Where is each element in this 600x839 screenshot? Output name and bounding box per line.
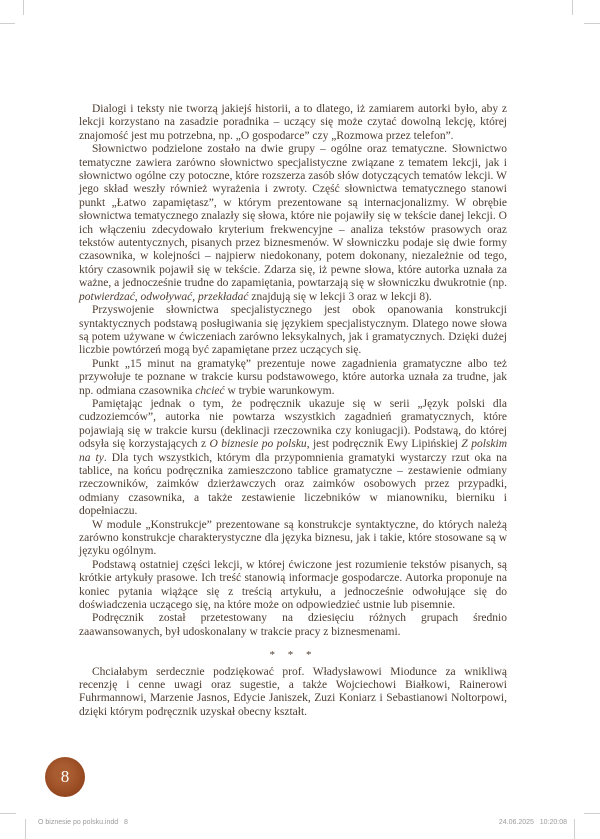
section-separator: * * * [269,649,317,662]
text-block [79,103,507,719]
crop-mark-bottom-right-vertical [574,819,575,839]
page-number-badge [45,757,85,797]
crop-mark-bottom-left-horizontal [0,813,16,814]
crop-mark-top-left-vertical [23,0,24,15]
crop-mark-bottom-left-vertical [25,819,26,839]
paragraph-7: Podstawą ostatniej części lekcji, w której ćwiczone jest rozumienie tekstów pisanych, są krótkie artykuły prasowe. Ich treść stanowią informacje gospodarcze. Autorka proponuje na koniec pytania wiążące się z treścią artykułu, a jednocześnie odwołujące się do doświadczenia uczącego się, na które może on odpowiedzieć ustnie lub pisemnie. [79,558,507,612]
paragraph-5: Pamiętając jednak o tym, że podręcznik ukazuje się w serii „Język polski dla cudzoziemców”, autorka nie powtarza wszystkich zagadnień gramatycznych, które pojawiają się w trakcie kursu (deklinacji rzeczownika czy koniugacji). Podstawą, do której odsyła się korzystających z O biznesie po polsku, jest podręcznik Ewy Lipińskiej Z polskim na ty. Dla tych wszystkich, którym dla przypomnienia gramatyki wystarczy rzut oka na tablice, na końcu podręcznika zamieszczono tablice gramatyczne – zestawienie odmiany rzeczowników, zaimków dzierżawczych oraz zaimków osobowych przez przypadki, odmiany czasownika, a także zestawienie liczebników w mianowniku, bierniku i dopełniaczu. [79,397,508,518]
paragraph-8: Podręcznik został przetestowany na dziesięciu różnych grupach średnio zaawansowanych, był udoskonalany w trakcie pracy z biznesmenami. [79,612,507,638]
paragraph-3: Przyswojenie słownictwa specjalistycznego jest obok opanowania konstrukcji syntaktycznych podstawą posługiwania się językiem specjalistycznym. Dlatego nowe słowa są potem używane w ćwiczeniach zarówno leksykalnych, jak i gramatycznych. Dzięki dużej liczbie powtórzeń mogą być zapamiętane przez uczących się. [79,304,507,357]
footer-timestamp: 24.06.2025 10:20:08 [498,819,567,826]
paragraph-1: Dialogi i teksty nie tworzą jakiejś historii, a to dlatego, iż zamiarem autorki było, aby z lekcji korzystano na zasadzie poradnika – uczący się może czytać dowolną lekcję, której znajomość jest mu potrzebna, np. „O gospodarce” czy „Rozmowa przez telefon”. [79,103,507,142]
paragraph-4: Punkt „15 minut na gramatykę” prezentuje nowe zagadnienia gramatyczne albo też przywołuje te poznane w trakcie kursu podstawowego, które autorka uznała za trudne, jak np. odmiana czasownika chcieć w trybie warunkowym. [79,357,507,397]
crop-mark-top-right-horizontal [584,23,600,24]
paragraph-2: Słownictwo podzielone zostało na dwie grupy – ogólne oraz tematyczne. Słownictwo tematyczne zawiera zarówno słownictwo specjalistyczne związane z tematem lekcji, jak i słownictwo ogólne czy potoczne, które rozszerza zasób słów dotyczących tematów lekcji. W jego skład weszły również wyrażenia i zwroty. Część słownictwa tematycznego stanowi punkt „Łatwo zapamiętasz”, w którym prezentowane są internacjonalizmy. W obrębie słownictwa tematycznego znalazły się słowa, które nie pojawiły się w tekście danej lekcji. O ich włączeniu zdecydowało kryterium frekwencyjne – analiza tekstów prasowych oraz tekstów autentycznych, pisanych przez biznesmenów. W słowniczku podaje się dwie formy czasownika, w kolejności – najpierw niedokonany, potem dokonany, niezależnie od tego, który czasownik pojawił się w tekście. Zdarza się, iż pewne słowa, które autorka uznała za ważne, a jednocześnie trudne do zapamiętania, powtarzają się w słowniczku dwukrotnie (np. potwierdzać, odwoływać, przekładać znajdują się w lekcji 3 oraz w lekcji 8). [79,143,507,303]
crop-mark-top-left-horizontal [0,23,15,24]
crop-mark-bottom-right-horizontal [584,813,600,814]
paragraph-10: Chciałabym serdecznie podziękować prof. Władysławowi Miodunce za wnikliwą recenzję i cenne uwagi oraz sugestie, a także Wojciechowi Białkowi, Rainerowi Fuhrmannowi, Marzenie Jasnos, Edycie Janiszek, Zuzi Koniarz i Sebastianowi Noltorpowi, dzięki którym podręcznik uzyskał obecny kształt. [79,665,507,718]
footer-filename: O biznesie po polsku.indd 8 [38,819,128,826]
crop-mark-top-right-vertical [572,0,573,15]
page-number: 8 [60,767,70,786]
paragraph-6: W module „Konstrukcje” prezentowane są konstrukcje syntaktyczne, do których należą zarówno konstrukcje charakterystyczne dla języka biznesu, jak i takie, które stosowane są w języku ogólnym. [79,518,507,558]
